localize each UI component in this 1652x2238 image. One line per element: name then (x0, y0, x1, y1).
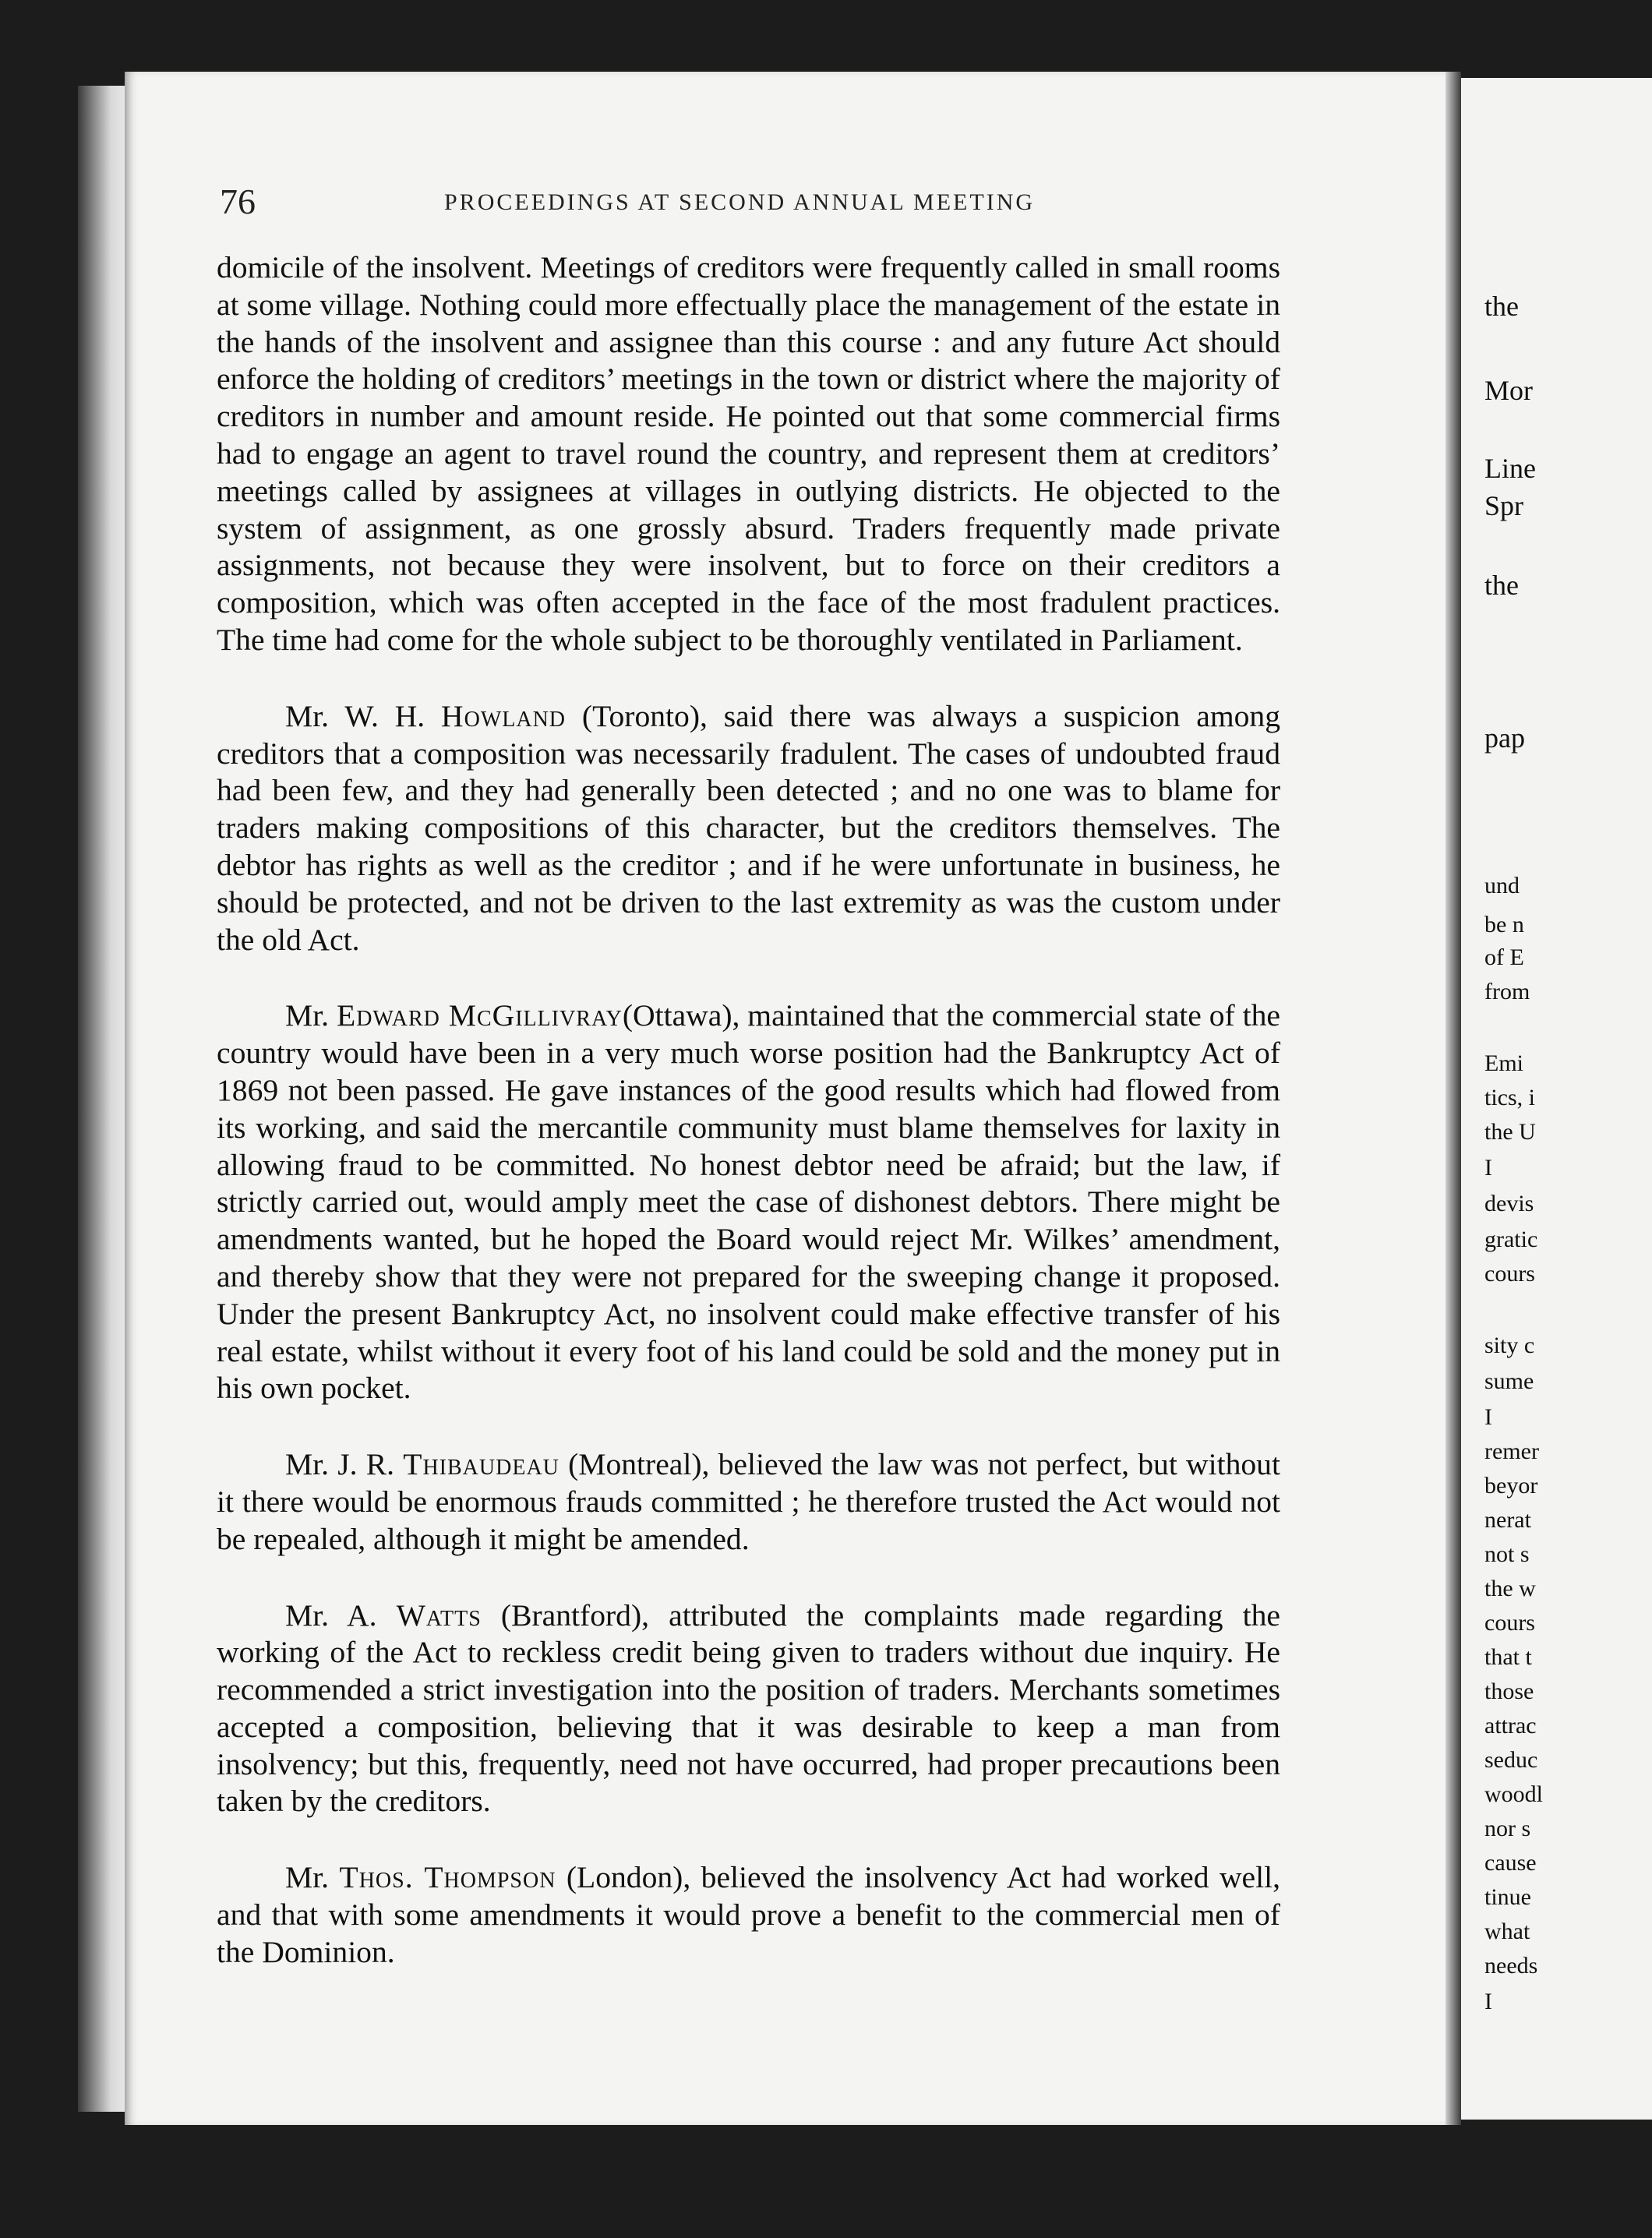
next-page-fragment: I (1484, 1404, 1492, 1430)
speaker-name: Thos. Thompson (339, 1860, 556, 1895)
speaker-remarks: (Montreal), believed the law was not perfect, but without it there would be enormous frauds committed ; he therefore trusted the Act would not be repealed, although it might be amended. (217, 1447, 1280, 1556)
next-page-fragment: pap (1484, 722, 1525, 754)
next-page-fragment: devis (1484, 1191, 1534, 1216)
next-page-fragment: of E (1484, 944, 1524, 970)
running-head: PROCEEDINGS AT SECOND ANNUAL MEETING (444, 189, 1036, 215)
speaker-remarks: (London), believed the insolvency Act had worked well, and that with some amendments it would prove a benefit to the commercial men of the Dominion. (217, 1860, 1280, 1969)
speaker-remarks: (Ottawa), maintained that the commercial state of the country would have been in a very much worse position had the Bankruptcy Act of 1869 not been passed. He gave instances of the good results which had flowed from its working, and said the mercantile community must blame themselves for laxity in allowing fraud to be committed. No honest debtor need be afraid; but the law, if strictly carried out, would amply meet the case of dishonest debtors. There might be amendments wanted, but he hoped the Board would reject Mr. Wilkes’ amendment, and thereby show that they were not prepared for the sweeping change it proposed. Under the present Bankruptcy Act, no insolvent could make effective transfer of his real estate, whilst without it every foot of his land could be sold and the money put in his own pocket. (217, 998, 1280, 1406)
next-page-fragment: nor s (1484, 1816, 1531, 1841)
next-page-fragment: needs (1484, 1953, 1538, 1979)
speaker-remarks: (Toronto), said there was always a suspicion among creditors that a composition was necessarily fradulent. The cases of undoubted fraud had been few, and they had generally been detected ; and no one was to blame for traders making compositions of this character, but the creditors themselves. The debtor has rights as well as the creditor ; and if he were unfortunate in business, he should be protected, and not be driven to the last extremity as was the custom under the old Act. (217, 698, 1280, 957)
next-page-fragment: Spr (1484, 490, 1524, 521)
next-page-fragment: the U (1484, 1119, 1536, 1145)
speaker-title: Mr. J. R. (285, 1447, 395, 1482)
next-page-fragment: remer (1484, 1438, 1539, 1464)
next-page-fragment: tics, i (1484, 1085, 1535, 1110)
speaker-title: Mr. (285, 998, 330, 1033)
next-page-fragment: the w (1484, 1576, 1536, 1601)
next-page-fragment: woodl (1484, 1781, 1543, 1807)
next-page-edge (1461, 78, 1652, 2120)
speaker-remarks: (Brantford), attributed the complaints made regarding the working of the Act to reckless credit being given to traders without due inquiry. He recommended a strict investigation into the position of traders. Merchants sometimes accepted a composition, believing that it was desirable to keep a man from insolvency; but this, frequently, need not have occurred, had proper precautions been taken by the creditors. (217, 1597, 1280, 1819)
next-page-fragment: I (1484, 1155, 1492, 1181)
next-page-fragment: that t (1484, 1644, 1532, 1670)
next-page-fragment: seduc (1484, 1747, 1538, 1773)
next-page-fragment: tinue (1484, 1884, 1531, 1910)
paragraph-watts (217, 1597, 1280, 1821)
paragraph-howland (217, 698, 1280, 959)
speaker-title: Mr. A. (285, 1597, 377, 1633)
speaker-name: Edward McGillivray (337, 998, 623, 1033)
next-page-fragment: Line (1484, 453, 1536, 484)
next-page-fragment: sity c (1484, 1333, 1535, 1358)
paragraph-thibaudeau (217, 1446, 1280, 1558)
paragraph-1: domicile of the insolvent. Meetings of creditors were frequently called in small rooms at some village. Nothing could more effectually place the management of the estate in the hands of the insolvent and assignee than this course : and any future Act should enforce the holding of creditors’ meetings in the town or district where the majority of creditors in number and amount reside. He pointed out that some commercial firms had to engage an agent to travel round the country, and represent them at creditors’ meetings called by assignees at villages in outlying districts. He objected to the system of assignment, as one grossly absurd. Traders frequently made private assignments, not because they were insolvent, but to force on their creditors a composition, which was often accepted in the face of the most fradulent practices. The time had come for the whole subject to be thoroughly ventilated in Parliament. (217, 250, 1280, 657)
next-page-fragment: the (1484, 291, 1519, 322)
next-page-fragment: cause (1484, 1850, 1537, 1876)
speaker-title: Mr. (285, 1860, 330, 1895)
next-page-fragment: I (1484, 1989, 1492, 2014)
next-page-fragment: sume (1484, 1368, 1534, 1394)
next-page-fragment: be n (1484, 912, 1524, 937)
next-page-fragment: gratic (1484, 1227, 1538, 1252)
book-gutter (1446, 72, 1461, 2125)
next-page-fragment: those (1484, 1678, 1534, 1704)
next-page-fragment: attrac (1484, 1713, 1537, 1739)
speaker-title: Mr. W. H. (285, 698, 425, 733)
next-page-fragment: not s (1484, 1541, 1530, 1567)
next-page-fragment: Emi (1484, 1050, 1523, 1076)
next-page-fragment: nerat (1484, 1507, 1531, 1533)
next-page-fragment: und (1484, 873, 1520, 898)
paragraph-mcgillivray (217, 997, 1280, 1407)
next-page-fragment: beyor (1484, 1473, 1538, 1498)
page-number: 76 (220, 182, 256, 221)
next-page-fragment: cours (1484, 1261, 1535, 1287)
next-page-fragment: from (1484, 979, 1530, 1004)
speaker-name: Thibaudeau (403, 1447, 559, 1482)
body-text (217, 249, 1280, 2010)
next-page-fragment: the (1484, 570, 1519, 601)
next-page-fragment: cours (1484, 1610, 1535, 1636)
speaker-name: Watts (396, 1597, 482, 1633)
paragraph-thompson (217, 1859, 1280, 1971)
next-page-fragment: Mor (1484, 375, 1533, 406)
speaker-name: Howland (441, 698, 567, 733)
next-page-fragment: what (1484, 1919, 1530, 1944)
